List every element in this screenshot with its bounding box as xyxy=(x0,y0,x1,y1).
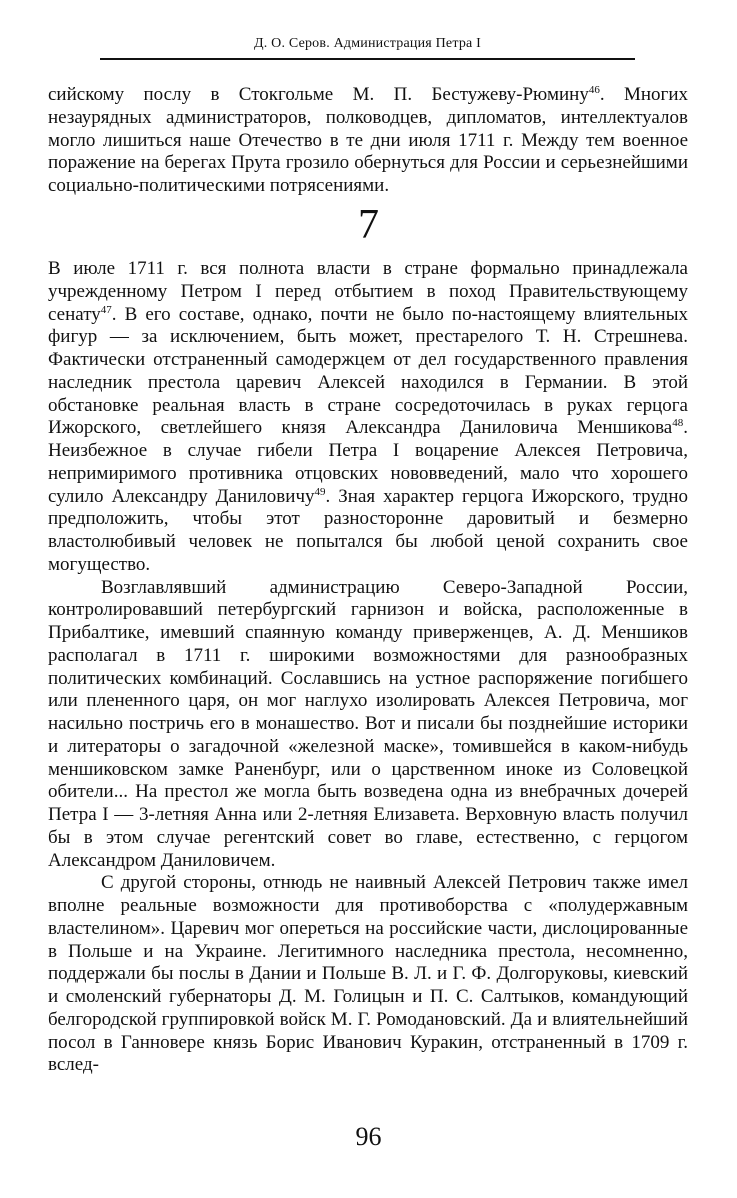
footnote-marker: 47 xyxy=(100,303,112,316)
text-run: . Неизбежное в случае гибели Петра I воцарение Алексея Петровича, непримиримого противника отцовских нововведений, мало что хорошего сулило Александру Даниловичу xyxy=(48,417,688,507)
footnote-marker: 48 xyxy=(672,417,684,430)
paragraph xyxy=(48,258,688,577)
text-run: В июле 1711 г. вся полнота власти в стране формально принадлежала учрежденному Петром I перед отбытием в поход Правительствующему сенату xyxy=(48,258,688,325)
text-run: . В его составе, однако, почти не было по-настоящему влиятельных фигур — за исключением, быть может, престарелого Т. Н. Стрешнева. Фактически отстраненный самодержцем от дел государственного правления наследник престола царевич Алексей находился в Германии. В этой обстановке реальная власть в стране сосредоточилась в руках герцога Ижорского, светлейшего князя Александра Даниловича Меншикова xyxy=(48,303,688,439)
paragraph xyxy=(48,872,688,1077)
footnote-marker: 49 xyxy=(314,485,326,498)
section-number: 7 xyxy=(358,202,379,248)
paragraph xyxy=(48,577,688,873)
running-head: Д. О. Серов. Администрация Петра I xyxy=(254,36,481,51)
text-run: сийскому послу в Стокгольме М. П. Бестужеву-Рюмину xyxy=(48,84,589,105)
paragraph xyxy=(48,84,688,198)
text-run: С другой стороны, отнюдь не наивный Алексей Петрович также имел вполне реальные возможности для противоборства с «полудержавным властелином». Царевич мог опереться на российские части, дислоцированные в Польше и на Украине. Легитимного наследника престола, несомненно, поддержали бы послы в Дании и Польше В. Л. и Г. Ф. Долгоруковы, киевский и смоленский губернаторы Д. М. Голицын и П. С. Салтыков, командующий белгородской группировкой войск М. Г. Ромодановский. Да и влиятельнейший посол в Ганновере князь Борис Иванович Куракин, отстраненный в 1709 г. вслед- xyxy=(48,872,688,1076)
text-run: . Многих незаурядных администраторов, полководцев, дипломатов, интеллектуалов могло лишиться наше Отечество в те дни июля 1711 г. Между тем военное поражение на берегах Прута грозило обернуться для России и серьезнейшими социально-политическими потрясениями. xyxy=(48,84,689,196)
footnote-marker: 46 xyxy=(588,84,600,96)
text-run: Возглавлявший администрацию Северо-Западной России, контролировавший петербургский гарнизон и войска, расположенные в Прибалтике, имевший спаянную команду приверженцев, А. Д. Меншиков располагал в 1711 г. широкими возможностями для разнообразных политических комбинаций. Сославшись на устное распоряжение погибшего или плененного царя, он мог наглухо изолировать Алексея Петровича, мог насильно постричь его в монашество. Вот и писали бы позднейшие историки и литераторы о загадочной «железной маске», томившейся в каком-нибудь меншиковском замке Раненбург, или о царственном иноке из Соловецкой обители... На престол же могла быть возведена одна из внебрачных дочерей Петра I — 3-летняя Анна или 2-летняя Елизавета. Верховную власть получил бы в этом случае регентский совет во главе, естественно, с герцогом Александром Даниловичем. xyxy=(48,576,688,871)
section-body xyxy=(48,258,688,1077)
page-number: 96 xyxy=(355,1122,382,1151)
text-run: . Зная характер герцога Ижорского, трудно предположить, чтобы этот разносторонне даровитый и безмерно властолюбивый человек не попытался бы любой ценой сохранить свое могущество. xyxy=(48,485,688,575)
header-rule xyxy=(100,58,635,60)
continued-paragraph-block xyxy=(48,84,688,198)
